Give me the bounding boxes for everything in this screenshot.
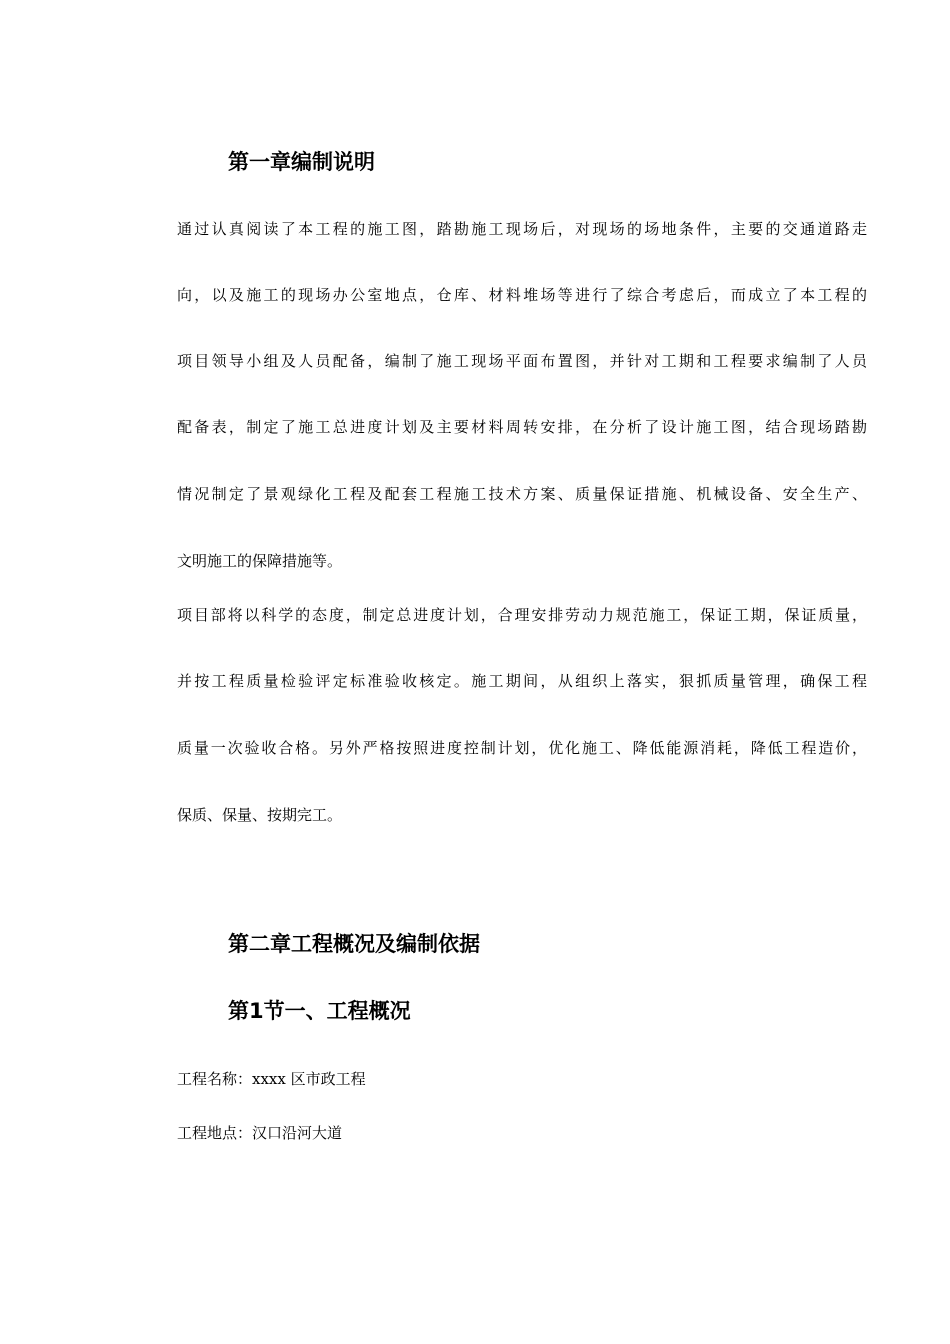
project-location-line: 工程地点：汉口沿河大道 (177, 1124, 343, 1142)
paragraph-1-line-2: 向，以及施工的现场办公室地点，仓库、材料堆场等进行了综合考虑后，而成立了本工程的 (177, 286, 867, 304)
chapter-2-heading: 第二章工程概况及编制依据 (228, 932, 480, 956)
project-name-line: 工程名称：xxxx 区市政工程 (177, 1070, 366, 1088)
section-1-heading: 第1节一、工程概况 (228, 999, 411, 1023)
paragraph-1-line-6: 文明施工的保障措施等。 (177, 552, 343, 570)
paragraph-2-line-2: 并按工程质量检验评定标准验收核定。施工期间，从组织上落实，狠抓质量管理，确保工程 (177, 672, 867, 690)
paragraph-2-line-1: 项目部将以科学的态度，制定总进度计划，合理安排劳动力规范施工，保证工期，保证质量， (177, 606, 867, 624)
paragraph-1-line-3: 项目领导小组及人员配备，编制了施工现场平面布置图，并针对工期和工程要求编制了人员 (177, 352, 867, 370)
paragraph-1-line-5: 情况制定了景观绿化工程及配套工程施工技术方案、质量保证措施、机械设备、安全生产、 (177, 485, 867, 503)
paragraph-1-line-4: 配备表，制定了施工总进度计划及主要材料周转安排，在分析了设计施工图，结合现场踏勘 (177, 418, 867, 436)
chapter-1-heading: 第一章编制说明 (228, 150, 375, 174)
paragraph-2-line-4: 保质、保量、按期完工。 (177, 806, 343, 824)
paragraph-2-line-3: 质量一次验收合格。另外严格按照进度控制计划，优化施工、降低能源消耗，降低工程造价， (177, 739, 867, 757)
paragraph-1-line-1: 通过认真阅读了本工程的施工图，踏勘施工现场后，对现场的场地条件，主要的交通道路走 (177, 220, 867, 238)
